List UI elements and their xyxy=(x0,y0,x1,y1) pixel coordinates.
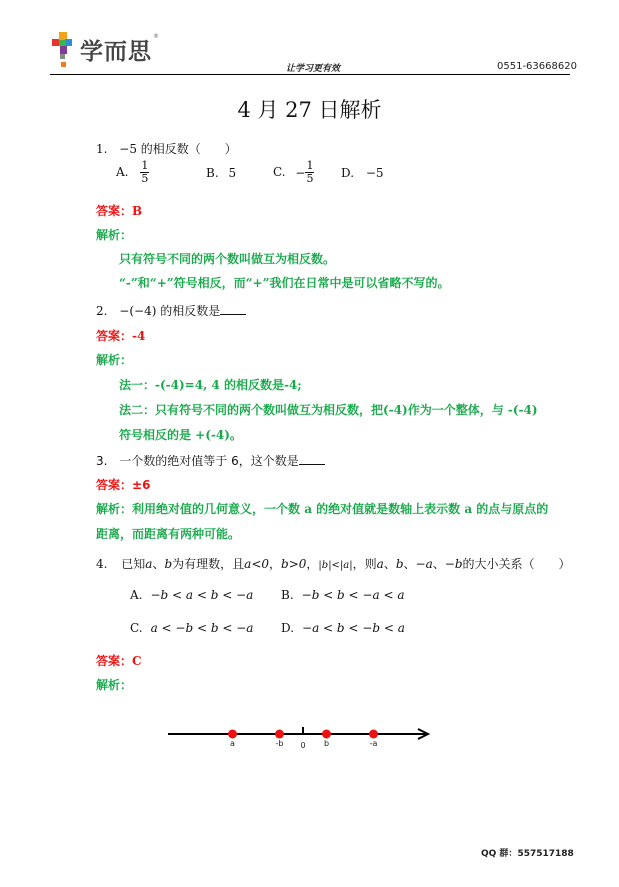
q4-option-b: B. −b < b < −a < a xyxy=(281,588,405,602)
q1-analysis-line: 只有符号不同的两个数叫做互为相反数。 xyxy=(119,252,336,266)
brand-name: 学而思 xyxy=(80,39,152,65)
q1-text: −5 的相反数（ ） xyxy=(119,142,237,156)
number-line-point xyxy=(322,730,331,739)
q4-answer: 答案：C xyxy=(96,654,142,668)
q1-stem xyxy=(96,140,237,157)
number-line-point-label: a xyxy=(230,739,235,748)
q2-analysis-label: 解析： xyxy=(96,353,133,367)
answer-blank xyxy=(220,302,246,315)
q2-analysis-line: 符号相反的是 +(-4)。 xyxy=(119,428,242,442)
q1-analysis-line: “-”和“+”符号相反，而“+”我们在日常中是可以省略不写的。 xyxy=(119,276,450,290)
number-line-point-label: -b xyxy=(275,739,284,748)
footer-qq: QQ 群：557517188 xyxy=(481,849,574,859)
number-line-diagram xyxy=(160,715,440,755)
q4-option-c: C. a < −b < b < −a xyxy=(130,621,254,635)
header-slogan: 让学习更有效 xyxy=(286,64,341,74)
q4-stem: 4. 已知a、b为有理数，且a<0，b>0，|b|<|a|，则a、b、−a、−b的大小关系（ ） xyxy=(96,557,571,571)
q1-analysis-label: 解析： xyxy=(96,228,133,242)
header-divider xyxy=(50,74,570,75)
number-line-point-label: -a xyxy=(369,739,378,748)
origin-label: 0 xyxy=(300,741,306,750)
number-line-point-label: b xyxy=(323,739,330,748)
q1-option-d: D. −5 xyxy=(341,166,384,180)
q2-analysis-line: 法一：-(-4)=4, 4 的相反数是-4; xyxy=(119,378,302,392)
answer-blank xyxy=(299,452,325,465)
q2-answer: 答案：-4 xyxy=(96,329,146,343)
number-line-point xyxy=(275,730,284,739)
q4-option-a: A. −b < a < b < −a xyxy=(130,588,254,602)
number-line-point xyxy=(369,730,378,739)
q1-option-c: C. − $\frac{1}{5}$ xyxy=(273,159,314,185)
fraction: $\frac{1}{5}$ xyxy=(141,159,149,185)
registered-mark: ® xyxy=(153,33,159,40)
q3-analysis-line: 距离，而距离有两种可能。 xyxy=(96,527,241,541)
q1-number: 1. xyxy=(96,142,108,156)
fraction: $\frac{1}{5}$ xyxy=(306,159,314,185)
q3-analysis: 解析：利用绝对值的几何意义，一个数 a 的绝对值就是数轴上表示数 a 的点与原点的 xyxy=(96,502,549,516)
brand-logo-icon xyxy=(50,30,80,72)
q4-option-d: D. −a < b < −b < a xyxy=(281,621,405,635)
q3-answer: 答案：±6 xyxy=(96,478,151,492)
page-title: 4 月 27 日解析 xyxy=(237,98,382,122)
q3-stem: 3. 一个数的绝对值等于 6，这个数是 xyxy=(96,452,325,469)
q4-analysis-label: 解析： xyxy=(96,678,133,692)
q1-option-b: B. 5 xyxy=(206,166,237,180)
q2-analysis-line: 法二：只有符号不同的两个数叫做互为相反数，把(-4)作为一个整体，与 -(-4) xyxy=(119,403,538,417)
number-line-point xyxy=(228,730,237,739)
q1-option-a: A. $\frac{1}{5}$ xyxy=(116,159,149,185)
q2-stem: 2. −(−4) 的相反数是 xyxy=(96,302,246,319)
header-phone: 0551-63668620 xyxy=(497,61,577,72)
q1-answer: 答案：B xyxy=(96,204,143,218)
